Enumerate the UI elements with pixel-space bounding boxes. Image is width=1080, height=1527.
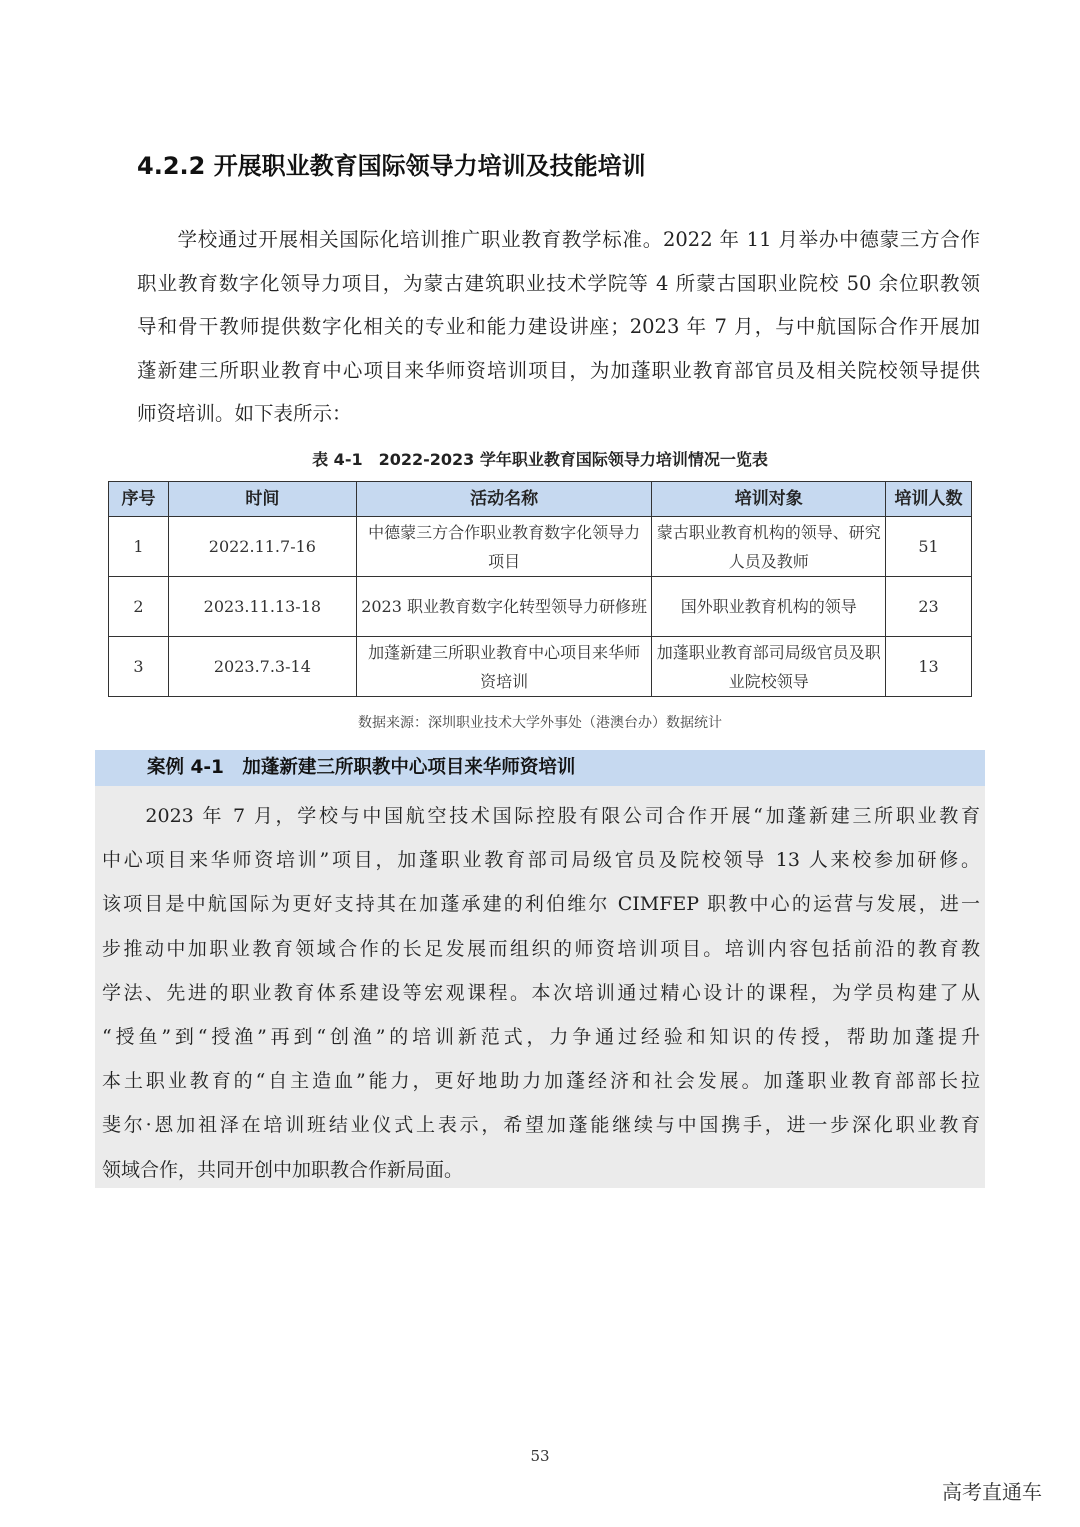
watermark: 高考直通车 xyxy=(942,1480,1042,1504)
page-number: 53 xyxy=(530,1447,550,1465)
case-line: 斐尔·恩加祖泽在培训班结业仪式上表示，希望加蓬能继续与中国携手，进一步深化职业教育 xyxy=(102,1114,980,1137)
intro-paragraph xyxy=(137,218,980,436)
table-row xyxy=(109,517,972,577)
paragraph-line: 职业教育数字化领导力项目，为蒙古建筑职业技术学院等 4 所蒙古国职业院校 50 余位职教领 xyxy=(137,271,980,295)
cell: 3 xyxy=(109,637,169,697)
case-line: 学法、先进的职业教育体系建设等宏观课程。本次培训通过精心设计的课程，为学员构建了从 xyxy=(102,981,980,1004)
case-body xyxy=(95,786,985,1192)
cell: 2022.11.7-16 xyxy=(168,517,356,577)
table-row xyxy=(109,577,972,637)
case-box xyxy=(95,750,985,1188)
header-cell: 序号 xyxy=(109,482,169,517)
cell: 23 xyxy=(886,577,972,637)
table-header-row xyxy=(109,482,972,517)
header-cell: 活动名称 xyxy=(356,482,652,517)
cell: 2023.11.13-18 xyxy=(168,577,356,637)
cell: 2023 职业教育数字化转型领导力研修班 xyxy=(356,577,652,637)
section-title: 4.2.2 开展职业教育国际领导力培训及技能培训 xyxy=(137,152,646,180)
cell: 2023.7.3-14 xyxy=(168,637,356,697)
case-line: 该项目是中航国际为更好支持其在加蓬承建的利伯维尔 CIMFEP 职教中心的运营与发展，进一 xyxy=(102,893,980,916)
cell: 2 xyxy=(109,577,169,637)
training-table xyxy=(108,481,972,697)
paragraph-line: 蓬新建三所职业教育中心项目来华师资培训项目，为加蓬职业教育部官员及相关院校领导提供 xyxy=(137,358,980,382)
case-line: “授鱼”到“授渔”再到“创渔”的培训新范式，力争通过经验和知识的传授，帮助加蓬提升 xyxy=(102,1025,980,1048)
cell: 加蓬职业教育部司局级官员及职业院校领导 xyxy=(652,637,886,697)
paragraph-line: 学校通过开展相关国际化培训推广职业教育教学标准。2022 年 11 月举办中德蒙三方合作 xyxy=(137,228,980,251)
cell: 13 xyxy=(886,637,972,697)
cell: 加蓬新建三所职业教育中心项目来华师资培训 xyxy=(356,637,652,697)
case-line: 领域合作，共同开创中加职教合作新局面。 xyxy=(102,1158,464,1181)
header-cell: 培训对象 xyxy=(652,482,886,517)
header-cell: 培训人数 xyxy=(886,482,972,517)
cell: 蒙古职业教育机构的领导、研究人员及教师 xyxy=(652,517,886,577)
table-caption: 表 4-1 2022-2023 学年职业教育国际领导力培训情况一览表 xyxy=(312,450,768,469)
paragraph-line: 师资培训。如下表所示： xyxy=(137,402,352,425)
case-line: 中心项目来华师资培训”项目，加蓬职业教育部司局级官员及院校领导 13 人来校参加研修。 xyxy=(102,849,980,872)
case-line: 2023 年 7 月，学校与中国航空技术国际控股有限公司合作开展“加蓬新建三所职业教育 xyxy=(102,805,980,827)
case-line: 本土职业教育的“自主造血”能力，更好地助力加蓬经济和社会发展。加蓬职业教育部部长拉 xyxy=(102,1070,980,1093)
header-cell: 时间 xyxy=(168,482,356,517)
cell: 国外职业教育机构的领导 xyxy=(652,577,886,637)
cell: 1 xyxy=(109,517,169,577)
table-row xyxy=(109,637,972,697)
paragraph-line: 导和骨干教师提供数字化相关的专业和能力建设讲座；2023 年 7 月，与中航国际合作开展加 xyxy=(137,315,980,338)
case-line: 步推动中加职业教育领域合作的长足发展而组织的师资培训项目。培训内容包括前沿的教育教 xyxy=(102,937,980,960)
case-title: 案例 4-1 加蓬新建三所职教中心项目来华师资培训 xyxy=(95,750,985,786)
cell: 中德蒙三方合作职业教育数字化领导力项目 xyxy=(356,517,652,577)
table-source: 数据来源：深圳职业技术大学外事处（港澳台办）数据统计 xyxy=(358,715,722,731)
cell: 51 xyxy=(886,517,972,577)
